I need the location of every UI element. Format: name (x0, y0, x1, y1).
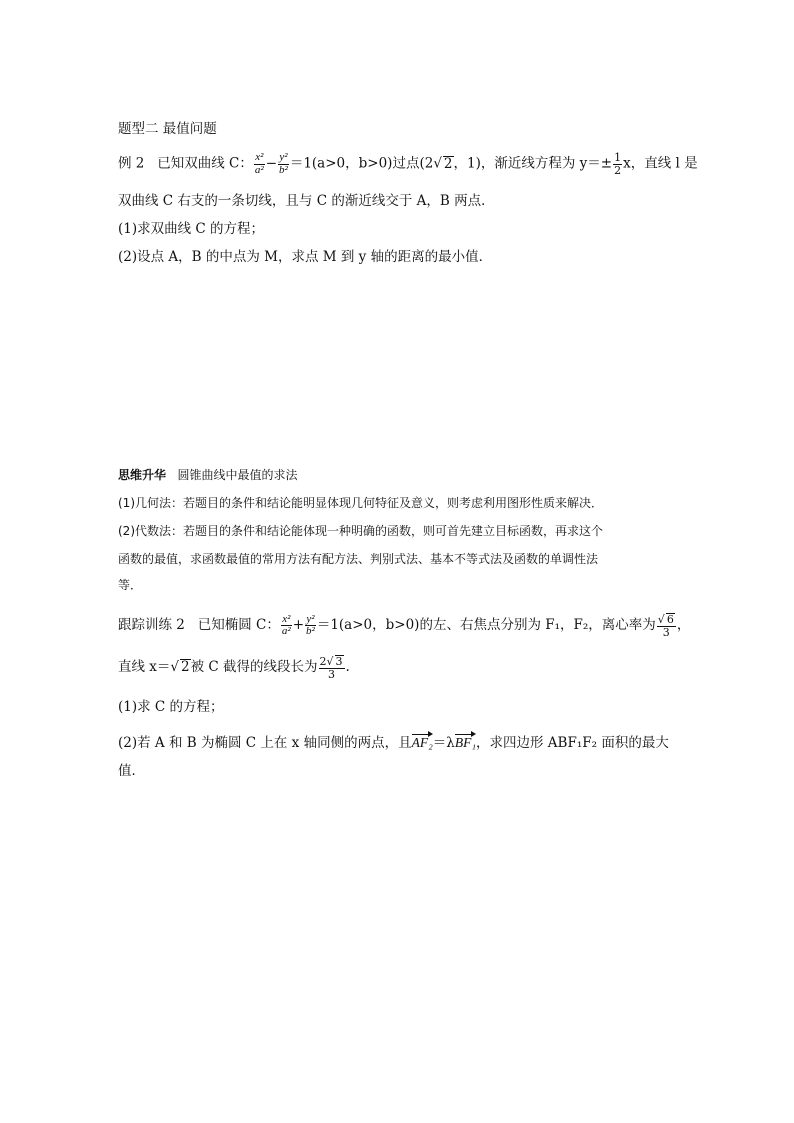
sqrt-sign: √ (657, 613, 665, 626)
vector-bf1: BF₁ (454, 735, 477, 750)
fraction-one-half: $\frac{1}{2}$ (614, 151, 622, 177)
summary-title-a: 思维升华 (118, 468, 167, 482)
example-line-2: 双曲线 C 右支的一条切线，且与 C 的渐近线交于 A，B 两点． (118, 193, 495, 209)
fraction-sqrt6-over-3: $\frac{√ 6}{3}$ (657, 613, 674, 639)
example-question-2: (2)设点 A，B 的中点为 M，求点 M 到 y 轴的距离的最小值． (118, 249, 493, 265)
example-text-c: ，1)，渐近线方程为 y＝± (453, 155, 613, 172)
exercise-line-1 (118, 613, 690, 638)
exercise-text-a: 已知椭圆 C： (197, 617, 280, 634)
section-title: 题型二 最值问题 (118, 121, 217, 137)
plus-sign: + (292, 617, 305, 634)
example-question-1: (1)求双曲线 C 的方程； (118, 221, 265, 237)
summary-method-2a: (2)代数法：若题目的条件和结论能体现一种明确的函数，则可首先建立目标函数，再求这个 (118, 524, 604, 538)
exercise-line-2 (118, 655, 350, 680)
exercise-text-c: ， (676, 617, 691, 634)
fraction-2sqrt3-over-3: $\frac{2√ 3}{3}$ (319, 655, 343, 681)
exercise-question-2 (118, 733, 669, 751)
vector-af2: AF₂ (411, 735, 433, 750)
sqrt-sign: √ (433, 155, 442, 172)
fraction-x2-a2: $\frac{\text{x²}}{\text{a²}}$ (281, 612, 291, 638)
exercise-text-e: 被 C 截得的线段长为 (190, 659, 318, 676)
sqrt-sign: √ (326, 655, 334, 668)
exercise-label: 跟踪训练 2 (118, 617, 185, 634)
fraction-y2-b2: $\frac{\text{y²}}{\text{b²}}$ (279, 151, 288, 176)
fraction-x2-a2: $\frac{\text{x²}}{\text{a²}}$ (254, 151, 264, 176)
example-label: 例 2 (118, 155, 145, 172)
summary-method-2c: 等． (118, 578, 143, 592)
sqrt-sign: √ (170, 659, 180, 676)
exercise-text-b: ＝1(a>0，b>0)的左、右焦点分别为 F₁，F₂，离心率为 (316, 617, 656, 634)
exercise-q2-b: ，求四边形 ABF₁F₂ 面积的最大 (476, 735, 669, 751)
sqrt-value: 2 (443, 155, 453, 172)
summary-method-2b: 函数的最值，求函数最值的常用方法有配方法、判别式法、基本不等式法及函数的单调性法 (118, 552, 599, 566)
example-text-b: ＝1(a>0，b>0)过点(2 (289, 155, 434, 172)
sqrt-value: 2 (181, 659, 190, 676)
example-line-1 (118, 152, 698, 176)
example-text-a: 已知双曲线 C： (157, 155, 253, 172)
exercise-question-1: (1)求 C 的方程； (118, 699, 224, 715)
exercise-text-d: 直线 x＝ (118, 659, 171, 676)
example-text-d: x，直线 l 是 (623, 155, 698, 172)
vector-equals: ＝λ (432, 735, 455, 751)
summary-title (118, 469, 297, 481)
summary-method-1: (1)几何法：若题目的条件和结论能明显体现几何特征及意义，则考虑利用图形性质来解决． (118, 496, 604, 510)
minus-sign: − (265, 155, 278, 172)
exercise-text-f: . (345, 659, 350, 676)
summary-title-b: 圆锥曲线中最值的求法 (177, 468, 298, 482)
fraction-y2-b2: $\frac{\text{y²}}{\text{b²}}$ (306, 612, 315, 638)
exercise-q2-a: (2)若 A 和 B 为椭圆 C 上在 x 轴同侧的两点，且 (118, 735, 412, 751)
exercise-question-2-end: 值． (118, 763, 145, 779)
